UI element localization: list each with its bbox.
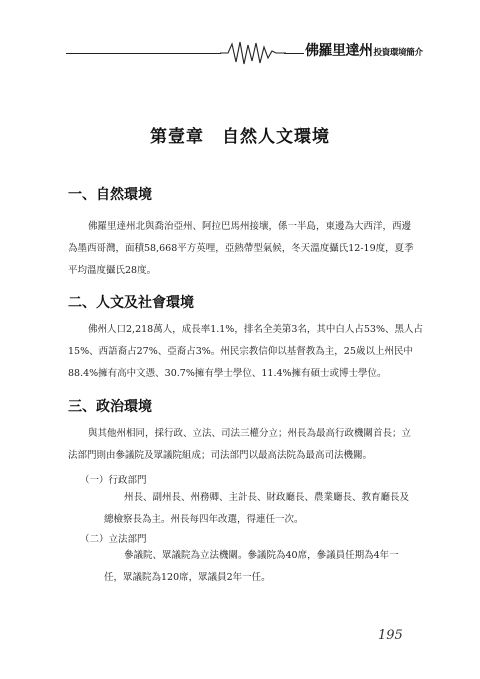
paragraph-line: 與其他州相同，採行政、立法、司法三權分立；州長為最高行政機關首長；立 xyxy=(88,428,412,439)
running-header-sub: 投資環境簡介 xyxy=(373,48,423,58)
subsection-paragraph-executive xyxy=(104,487,414,531)
paragraph-line: 佛羅里達州北與喬治亞州、阿拉巴馬州接壤，係一半島，東邊為大西洋，西邊 xyxy=(88,221,412,232)
paragraph-line: 州長、副州長、州務卿、主計長、財政廳長、農業廳長、教育廳長及 xyxy=(124,492,410,503)
section-paragraph-political xyxy=(68,423,413,467)
subsection-heading-executive: （一）行政部門 xyxy=(80,475,147,486)
paragraph-line: 任，眾議院為120席，眾議員2年一任。 xyxy=(104,572,271,583)
section-heading-natural: 一、自然環境 xyxy=(68,187,152,203)
paragraph-line: 平均溫度攝氏28度。 xyxy=(68,265,157,276)
running-header-title xyxy=(305,40,423,62)
paragraph-line: 佛州人口2,218萬人，成長率1.1%，排名全美第3名，其中白人占53%、黑人占 xyxy=(88,324,423,335)
header-rule-left xyxy=(66,53,221,54)
section-heading-political: 三、政治環境 xyxy=(68,399,152,415)
page-number: 195 xyxy=(378,628,403,643)
paragraph-line: 參議院、眾議院為立法機關。參議院為40席，參議員任期為4年一 xyxy=(124,550,399,561)
section-heading-social: 二、人文及社會環境 xyxy=(68,295,194,311)
subsection-paragraph-legislative xyxy=(104,545,414,589)
paragraph-line: 為墨西哥灣，面積58,668平方英哩，亞熱帶型氣候，冬天溫度攝氏12-19度，夏季 xyxy=(68,243,414,254)
section-paragraph-social xyxy=(68,319,423,385)
paragraph-line: 總檢察長為主。州長每四年改選，得連任一次。 xyxy=(104,514,304,525)
subsection-heading-legislative: （二）立法部門 xyxy=(80,534,147,545)
header-wave-decoration xyxy=(220,38,286,66)
paragraph-line: 15%、西語裔占27%、亞裔占3%。州民宗教信仰以基督教為主，25歲以上州民中 xyxy=(68,346,413,357)
chapter-title: 第壹章 自然人文環境 xyxy=(150,127,330,147)
running-header-main: 佛羅里達州 xyxy=(305,43,373,59)
header-rule-right xyxy=(284,53,304,54)
paragraph-line: 法部門則由參議院及眾議院組成；司法部門以最高法院為最高司法機關。 xyxy=(68,450,373,461)
section-paragraph-natural xyxy=(68,216,413,282)
paragraph-line: 88.4%擁有高中文憑、30.7%擁有學士學位、11.4%擁有碩士或博士學位。 xyxy=(68,368,387,379)
